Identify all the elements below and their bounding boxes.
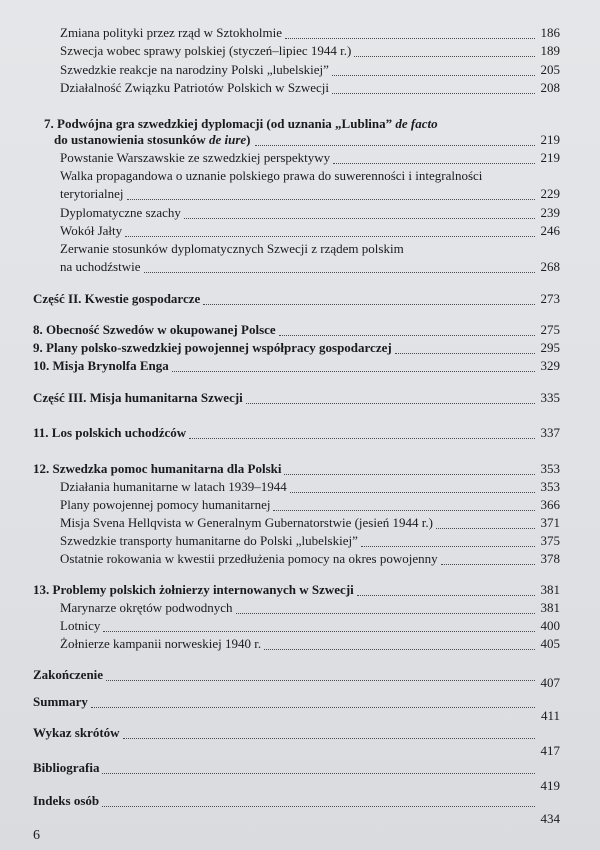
- dot-leader: [255, 145, 535, 146]
- dot-leader: [273, 510, 535, 511]
- toc-entry: [0, 425, 600, 443]
- toc-entry-page: 275: [540, 322, 560, 337]
- toc-entry-title-text: Plany powojennej pomocy humanitarnej: [60, 497, 271, 512]
- toc-entry-title-text: Szwecja wobec sprawy polskiej (styczeń–lipiec 1944 r.): [60, 43, 352, 58]
- page-number: 6: [33, 828, 40, 843]
- toc-entry-title-italic: de facto: [395, 116, 438, 131]
- toc-entry-title: [60, 62, 329, 78]
- toc-entry-title: [33, 694, 88, 710]
- toc-entry: [0, 636, 600, 654]
- toc-entry-page: 295: [540, 340, 560, 355]
- toc-entry-title: [54, 132, 251, 148]
- toc-entry-page: 375: [540, 533, 560, 548]
- toc-entry-page: 411: [540, 708, 560, 723]
- toc-entry-title: [60, 43, 351, 59]
- toc-entry-title: [60, 259, 141, 275]
- toc-entry-title-text: Lotnicy: [60, 618, 101, 633]
- toc-entry-page: 417: [540, 743, 560, 758]
- toc-entry: [0, 533, 600, 551]
- toc-entry-title-text: Walka propagandowa o uznanie polskiego prawa do suwerenności i integralności: [60, 168, 483, 183]
- dot-leader: [125, 236, 535, 237]
- toc-entry-page: 405: [540, 636, 560, 651]
- toc-entry-title: [60, 80, 329, 96]
- toc-entry-title-text: Działalność Związku Patriotów Polskich w Szwecji: [60, 80, 329, 95]
- toc-entry-title: [60, 241, 404, 257]
- dot-leader: [332, 75, 535, 76]
- toc-entry-title: [33, 340, 392, 356]
- toc-entry-title-text: 11. Los polskich uchodźców: [33, 425, 187, 440]
- toc-entry-page: 268: [540, 259, 560, 274]
- toc-entry-title: [33, 793, 99, 809]
- toc-entry-page: 381: [540, 600, 560, 615]
- toc-entry-title-text: Indeks osób: [33, 793, 100, 808]
- toc-entry: [0, 322, 600, 340]
- dot-leader: [123, 738, 535, 739]
- toc-entry-title: [60, 600, 233, 616]
- toc-entry-page: 419: [540, 778, 560, 793]
- toc-entry-page: 208: [540, 80, 560, 95]
- toc-entry-page: 378: [540, 551, 560, 566]
- dot-leader: [264, 649, 535, 650]
- toc-entry: [0, 793, 600, 826]
- toc-entry-page: 366: [540, 497, 560, 512]
- toc-entry-page: 337: [540, 425, 560, 440]
- toc-entry-title-text: Summary: [33, 694, 88, 709]
- toc-entry-title-text: na uchodźstwie: [60, 259, 141, 274]
- toc-entry-title: [33, 425, 186, 441]
- toc-entry: [0, 667, 600, 690]
- toc-entry-title-text: Zakończenie: [33, 667, 104, 682]
- toc-entry: [0, 168, 600, 186]
- dot-leader: [172, 371, 535, 372]
- toc-entry-title-text: Szwedzkie transporty humanitarne do Polski „lubelskiej”: [60, 533, 358, 548]
- toc-entry-title: [60, 479, 287, 495]
- toc-entry-title: [60, 618, 100, 634]
- toc-entry-title-text: Marynarze okrętów podwodnych: [60, 600, 233, 615]
- dot-leader: [127, 199, 535, 200]
- toc-entry: [0, 241, 600, 259]
- toc-entry-page: 246: [540, 223, 560, 238]
- toc-entry: [0, 259, 600, 277]
- toc-entry-title: [60, 497, 270, 513]
- dot-leader: [333, 163, 535, 164]
- toc-entry: [0, 223, 600, 241]
- toc-entry-page: 219: [540, 132, 560, 147]
- toc-entry: [0, 461, 600, 479]
- toc-entry-page: 434: [540, 811, 560, 826]
- toc-entry-title-text: Powstanie Warszawskie ze szwedzkiej perspektywy: [60, 150, 331, 165]
- toc-entry: [0, 132, 600, 150]
- dot-leader: [361, 546, 535, 547]
- toc-entry-page: 381: [540, 582, 560, 597]
- toc-entry: [0, 358, 600, 376]
- toc-entry-title-text: Dyplomatyczne szachy: [60, 205, 181, 220]
- toc-entry-title: [60, 25, 282, 41]
- toc-entry: [0, 291, 600, 309]
- toc-entry-title: [33, 725, 120, 741]
- toc-entry-page: 189: [540, 43, 560, 58]
- toc-entry-title: [60, 205, 181, 221]
- toc-entry-title: [44, 116, 438, 132]
- toc-entry-title-text: Wykaz skrótów: [33, 725, 120, 740]
- toc-entry-title-text: Misja Svena Hellqvista w Generalnym Gubernatorstwie (jesień 1944 r.): [60, 515, 433, 530]
- toc-entry-title-text: 13. Problemy polskich żołnierzy internowanych w Szwecji: [33, 582, 354, 597]
- dot-leader: [189, 438, 535, 439]
- toc-entry-title-text: Działania humanitarne w latach 1939–1944: [60, 479, 287, 494]
- toc-entry-title-text: Część II. Kwestie gospodarcze: [33, 291, 201, 306]
- toc-entry-page: 353: [540, 461, 560, 476]
- toc-entry-title-text: 12. Szwedzka pomoc humanitarna dla Polski: [33, 461, 282, 476]
- toc-entry-title-text: Ostatnie rokowania w kwestii przedłużenia pomocy na okres powojenny: [60, 551, 438, 566]
- dot-leader: [184, 218, 535, 219]
- dot-leader: [144, 272, 535, 273]
- toc-entry: [0, 340, 600, 358]
- toc-entry-title: [60, 515, 433, 531]
- dot-leader: [91, 707, 535, 708]
- toc-entry: [0, 551, 600, 569]
- dot-leader: [357, 595, 535, 596]
- toc-entry-title-text: 10. Misja Brynolfa Enga: [33, 358, 169, 373]
- toc-entry-page: 186: [540, 25, 560, 40]
- toc-entry-title: [33, 390, 243, 406]
- toc-entry-page: 205: [540, 62, 560, 77]
- toc-entry-page: 371: [540, 515, 560, 530]
- toc-entry-page: 353: [540, 479, 560, 494]
- dot-leader: [332, 93, 535, 94]
- toc-entry-title-text: do ustanowienia stosunków: [54, 132, 209, 147]
- dot-leader: [236, 613, 535, 614]
- toc-entry: [0, 43, 600, 61]
- toc-entry-title-text: 8. Obecność Szwedów w okupowanej Polsce: [33, 322, 276, 337]
- toc-entry-title-text: Zmiana polityki przez rząd w Sztokholmie: [60, 25, 283, 40]
- toc-entry: [0, 515, 600, 533]
- toc-entry-title: [60, 551, 438, 567]
- dot-leader: [436, 528, 535, 529]
- toc-entry-page: 407: [540, 675, 560, 690]
- toc-entry: [0, 80, 600, 98]
- toc-entry-title: [60, 168, 482, 184]
- toc-entry: [0, 25, 600, 43]
- dot-leader: [106, 680, 535, 681]
- dot-leader: [290, 492, 535, 493]
- toc-entry-page: 329: [540, 358, 560, 373]
- toc-entry-title-end: ): [246, 132, 251, 147]
- dot-leader: [203, 304, 535, 305]
- toc-entry: [0, 150, 600, 168]
- dot-leader: [441, 564, 535, 565]
- dot-leader: [102, 773, 535, 774]
- toc-entry-title-text: Żołnierze kampanii norweskiej 1940 r.: [60, 636, 262, 651]
- toc-entry-title-text: Część III. Misja humanitarna Szwecji: [33, 390, 243, 405]
- toc-entry: [0, 618, 600, 636]
- dot-leader: [354, 56, 535, 57]
- toc-entry: [0, 760, 600, 793]
- toc-entry-title-text: Szwedzkie reakcje na narodziny Polski „lubelskiej”: [60, 62, 329, 77]
- toc-entry: [0, 694, 600, 723]
- dot-leader: [246, 403, 535, 404]
- dot-leader: [103, 631, 535, 632]
- toc-entry: [0, 479, 600, 497]
- dot-leader: [102, 806, 535, 807]
- toc-entry-title: [60, 636, 261, 652]
- toc-entry-title: [33, 461, 281, 477]
- toc-entry-title: [33, 760, 99, 776]
- dot-leader: [279, 335, 535, 336]
- toc-entry: [0, 497, 600, 515]
- toc-entry-title-text: 9. Plany polsko-szwedzkiej powojennej współpracy gospodarczej: [33, 340, 392, 355]
- toc-entry-title-text: Zerwanie stosunków dyplomatycznych Szwecji z rządem polskim: [60, 241, 404, 256]
- toc-entry-title-text: Wokół Jałty: [60, 223, 123, 238]
- toc-entry-title: [33, 291, 200, 307]
- toc-entry: [0, 600, 600, 618]
- dot-leader: [284, 474, 535, 475]
- toc-entry-title-italic: de iure: [208, 132, 247, 147]
- toc-entry-page: 239: [540, 205, 560, 220]
- toc-entry-title: [33, 667, 103, 683]
- toc-entry-title: [33, 322, 276, 338]
- toc-entry-title: [33, 582, 354, 598]
- dot-leader: [285, 38, 535, 39]
- toc-entry-title-text: Bibliografia: [33, 760, 100, 775]
- toc-entry-page: 229: [540, 186, 560, 201]
- toc-entry: [0, 390, 600, 408]
- dot-leader: [395, 353, 535, 354]
- toc-entry: [0, 725, 600, 758]
- toc-entry-title: [60, 223, 122, 239]
- toc-entry: [0, 582, 600, 600]
- toc-entry: [0, 205, 600, 223]
- toc-entry: [0, 186, 600, 204]
- toc-entry-page: 219: [540, 150, 560, 165]
- toc-entry: [0, 62, 600, 80]
- toc-entry-title-text: 7. Podwójna gra szwedzkiej dyplomacji (od uznania „Lublina”: [44, 116, 396, 131]
- toc-entry-title: [60, 150, 330, 166]
- toc-entry-page: 335: [540, 390, 560, 405]
- toc-entry-title: [60, 186, 124, 202]
- toc-entry-title-text: terytorialnej: [60, 186, 124, 201]
- toc-entry-page: 273: [540, 291, 560, 306]
- toc-entry-page: 400: [540, 618, 560, 633]
- toc-entry-title: [33, 358, 169, 374]
- toc-entry-title: [60, 533, 358, 549]
